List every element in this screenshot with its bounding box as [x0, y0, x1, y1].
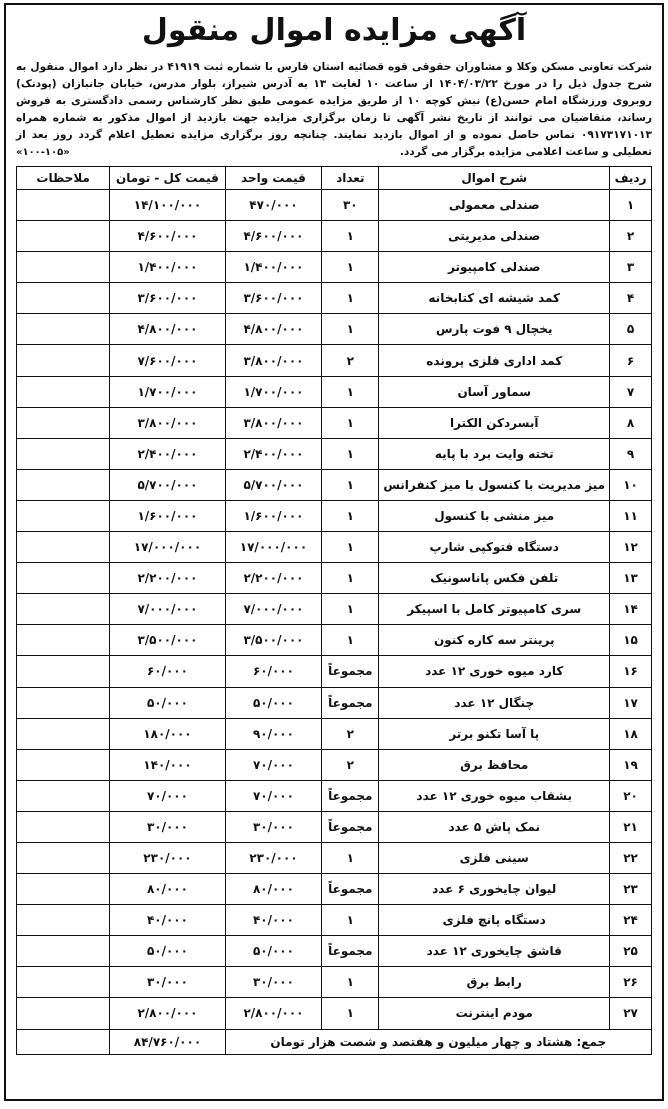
row-description: میز منشی با کنسول — [379, 500, 610, 531]
row-quantity: ۱ — [322, 563, 379, 594]
row-description: سینی فلزی — [379, 842, 610, 873]
row-unit-price: ۳/۸۰۰/۰۰۰ — [225, 407, 322, 438]
row-unit-price: ۲/۴۰۰/۰۰۰ — [225, 438, 322, 469]
row-number: ۱۳ — [610, 563, 652, 594]
row-remarks — [17, 718, 110, 749]
table-row — [17, 190, 652, 221]
row-unit-price: ۲/۸۰۰/۰۰۰ — [225, 998, 322, 1029]
row-remarks — [17, 190, 110, 221]
row-description: چنگال ۱۲ عدد — [379, 687, 610, 718]
row-description: پا آسا تکنو برتر — [379, 718, 610, 749]
row-number: ۹ — [610, 438, 652, 469]
row-total-price: ۶۰/۰۰۰ — [110, 656, 225, 687]
row-total-price: ۱۸۰/۰۰۰ — [110, 718, 225, 749]
row-quantity: ۱ — [322, 500, 379, 531]
row-remarks — [17, 376, 110, 407]
row-total-price: ۱/۶۰۰/۰۰۰ — [110, 500, 225, 531]
table-row — [17, 842, 652, 873]
row-quantity: ۱ — [322, 532, 379, 563]
row-remarks — [17, 687, 110, 718]
row-quantity: ۲ — [322, 718, 379, 749]
row-description: رابط برق — [379, 967, 610, 998]
row-unit-price: ۷۰/۰۰۰ — [225, 780, 322, 811]
row-number: ۲۱ — [610, 811, 652, 842]
row-unit-price: ۸۰/۰۰۰ — [225, 874, 322, 905]
row-total-price: ۸۰/۰۰۰ — [110, 874, 225, 905]
row-unit-price: ۵۰/۰۰۰ — [225, 936, 322, 967]
table-row — [17, 314, 652, 345]
row-remarks — [17, 407, 110, 438]
row-remarks — [17, 469, 110, 500]
row-total-price: ۳۰/۰۰۰ — [110, 811, 225, 842]
row-description: بشقاب میوه خوری ۱۲ عدد — [379, 780, 610, 811]
row-number: ۷ — [610, 376, 652, 407]
row-total-price: ۳/۸۰۰/۰۰۰ — [110, 407, 225, 438]
row-description: تلفن فکس پاناسونیک — [379, 563, 610, 594]
row-description: آبسردکن الکترا — [379, 407, 610, 438]
row-total-price: ۲/۸۰۰/۰۰۰ — [110, 998, 225, 1029]
row-number: ۱۵ — [610, 625, 652, 656]
row-unit-price: ۳/۸۰۰/۰۰۰ — [225, 345, 322, 376]
table-row — [17, 438, 652, 469]
row-remarks — [17, 780, 110, 811]
row-total-price: ۱۴/۱۰۰/۰۰۰ — [110, 190, 225, 221]
row-number: ۳ — [610, 252, 652, 283]
row-number: ۴ — [610, 283, 652, 314]
row-quantity: مجموعاً — [322, 780, 379, 811]
row-remarks — [17, 563, 110, 594]
row-remarks — [17, 625, 110, 656]
row-total-price: ۷۰/۰۰۰ — [110, 780, 225, 811]
row-description: دستگاه پانچ فلزی — [379, 905, 610, 936]
row-number: ۵ — [610, 314, 652, 345]
header-unit-price: قیمت واحد — [225, 167, 322, 190]
row-number: ۲۷ — [610, 998, 652, 1029]
notice-title: آگهی مزایده اموال منقول — [141, 13, 527, 48]
row-description: دستگاه فتوکپی شارپ — [379, 532, 610, 563]
row-total-price: ۴۰/۰۰۰ — [110, 905, 225, 936]
row-remarks — [17, 811, 110, 842]
row-description: مودم اینترنت — [379, 998, 610, 1029]
row-description: سماور آسان — [379, 376, 610, 407]
row-remarks — [17, 252, 110, 283]
row-unit-price: ۱/۷۰۰/۰۰۰ — [225, 376, 322, 407]
row-remarks — [17, 500, 110, 531]
table-row — [17, 469, 652, 500]
header-remarks: ملاحظات — [17, 167, 110, 190]
row-description: سری کامپیوتر کامل با اسپیکر — [379, 594, 610, 625]
table-row — [17, 563, 652, 594]
row-number: ۱۹ — [610, 749, 652, 780]
row-quantity: ۱ — [322, 221, 379, 252]
row-quantity: مجموعاً — [322, 936, 379, 967]
row-quantity: ۲ — [322, 345, 379, 376]
row-number: ۱ — [610, 190, 652, 221]
total-words: جمع: هشتاد و چهار میلیون و هفتصد و شصت هزار تومان — [225, 1029, 651, 1054]
table-row — [17, 936, 652, 967]
row-total-price: ۱۴۰/۰۰۰ — [110, 749, 225, 780]
row-total-price: ۳۰/۰۰۰ — [110, 967, 225, 998]
row-unit-price: ۴/۶۰۰/۰۰۰ — [225, 221, 322, 252]
row-quantity: ۱ — [322, 842, 379, 873]
row-number: ۲۶ — [610, 967, 652, 998]
row-remarks — [17, 749, 110, 780]
row-description: نمک پاش ۵ عدد — [379, 811, 610, 842]
row-description: قاشق چایخوری ۱۲ عدد — [379, 936, 610, 967]
row-remarks — [17, 221, 110, 252]
row-number: ۱۲ — [610, 532, 652, 563]
row-total-price: ۳/۶۰۰/۰۰۰ — [110, 283, 225, 314]
header-description: شرح اموال — [379, 167, 610, 190]
row-quantity: ۱ — [322, 594, 379, 625]
table-row — [17, 967, 652, 998]
row-quantity: ۱ — [322, 625, 379, 656]
table-row — [17, 500, 652, 531]
table-row — [17, 345, 652, 376]
table-row — [17, 625, 652, 656]
row-quantity: مجموعاً — [322, 874, 379, 905]
row-quantity: ۱ — [322, 314, 379, 345]
row-remarks — [17, 594, 110, 625]
table-row — [17, 376, 652, 407]
table-body — [17, 190, 652, 1030]
row-quantity: ۱ — [322, 252, 379, 283]
row-quantity: ۱ — [322, 376, 379, 407]
row-total-price: ۷/۶۰۰/۰۰۰ — [110, 345, 225, 376]
table-row — [17, 221, 652, 252]
table-row — [17, 811, 652, 842]
row-unit-price: ۳۰/۰۰۰ — [225, 811, 322, 842]
row-unit-price: ۱/۶۰۰/۰۰۰ — [225, 500, 322, 531]
row-description: محافظ برق — [379, 749, 610, 780]
row-remarks — [17, 905, 110, 936]
total-row — [17, 1029, 652, 1054]
row-quantity: ۲ — [322, 749, 379, 780]
row-quantity: ۱ — [322, 469, 379, 500]
row-quantity: ۳۰ — [322, 190, 379, 221]
row-unit-price: ۴۰/۰۰۰ — [225, 905, 322, 936]
row-number: ۱۸ — [610, 718, 652, 749]
row-remarks — [17, 967, 110, 998]
row-remarks — [17, 936, 110, 967]
notice-intro — [6, 59, 662, 161]
row-total-price: ۱/۷۰۰/۰۰۰ — [110, 376, 225, 407]
row-number: ۸ — [610, 407, 652, 438]
row-number: ۲۲ — [610, 842, 652, 873]
row-unit-price: ۳۰/۰۰۰ — [225, 967, 322, 998]
row-number: ۱۶ — [610, 656, 652, 687]
table-header-row — [17, 167, 652, 190]
row-total-price: ۱/۴۰۰/۰۰۰ — [110, 252, 225, 283]
table-row — [17, 749, 652, 780]
row-total-price: ۵۰/۰۰۰ — [110, 687, 225, 718]
table-row — [17, 718, 652, 749]
row-remarks — [17, 998, 110, 1029]
row-number: ۲۰ — [610, 780, 652, 811]
table-row — [17, 252, 652, 283]
row-total-price: ۵۰/۰۰۰ — [110, 936, 225, 967]
table-row — [17, 780, 652, 811]
table-row — [17, 998, 652, 1029]
row-description: کمد اداری فلزی پرونده — [379, 345, 610, 376]
row-quantity: ۱ — [322, 998, 379, 1029]
row-remarks — [17, 283, 110, 314]
row-unit-price: ۵/۷۰۰/۰۰۰ — [225, 469, 322, 500]
row-quantity: ۱ — [322, 407, 379, 438]
row-description: یخچال ۹ فوت پارس — [379, 314, 610, 345]
row-quantity: مجموعاً — [322, 656, 379, 687]
row-remarks — [17, 532, 110, 563]
table-row — [17, 656, 652, 687]
row-total-price: ۱۷/۰۰۰/۰۰۰ — [110, 532, 225, 563]
row-total-price: ۵/۷۰۰/۰۰۰ — [110, 469, 225, 500]
row-number: ۶ — [610, 345, 652, 376]
row-quantity: مجموعاً — [322, 687, 379, 718]
row-total-price: ۴/۸۰۰/۰۰۰ — [110, 314, 225, 345]
row-unit-price: ۱۷/۰۰۰/۰۰۰ — [225, 532, 322, 563]
row-number: ۲۳ — [610, 874, 652, 905]
row-unit-price: ۲۳۰/۰۰۰ — [225, 842, 322, 873]
header-total-price: قیمت کل - تومان — [110, 167, 225, 190]
row-description: لیوان چایخوری ۶ عدد — [379, 874, 610, 905]
row-remarks — [17, 438, 110, 469]
row-total-price: ۷/۰۰۰/۰۰۰ — [110, 594, 225, 625]
row-number: ۱۴ — [610, 594, 652, 625]
notice-code: «۱۰۰-۱۰۵» — [16, 147, 70, 158]
row-description: پرینتر سه کاره کنون — [379, 625, 610, 656]
row-remarks — [17, 345, 110, 376]
row-description: صندلی کامپیوتر — [379, 252, 610, 283]
table-row — [17, 532, 652, 563]
row-number: ۱۰ — [610, 469, 652, 500]
row-unit-price: ۷۰/۰۰۰ — [225, 749, 322, 780]
row-description: کمد شیشه ای کتابخانه — [379, 283, 610, 314]
row-quantity: ۱ — [322, 905, 379, 936]
table-row — [17, 283, 652, 314]
row-total-price: ۲/۲۰۰/۰۰۰ — [110, 563, 225, 594]
table-row — [17, 594, 652, 625]
row-unit-price: ۳/۶۰۰/۰۰۰ — [225, 283, 322, 314]
total-value: ۸۴/۷۶۰/۰۰۰ — [110, 1029, 225, 1054]
intro-text: شرکت تعاونی مسکن وکلا و مشاوران حقوقی قوه قضائیه استان فارس با شماره ثبت ۴۱۹۱۹ در نظر دارد اموال منقول به شرح جدول ذیل را در مورخ ۱۴۰۴/۰۳/۲۲ از ساعت ۱۰ لغایت ۱۳ به آدرس شیراز، بلوار مدرس، خیابان جانبازان (پودنک) روبروی ورزشگاه امام حسن(ع) نبش کوچه ۱۰ از طریق مزایده عمومی طبق نظر کارشناس رسمی دادگستری به فروش رساند، متقاضیان می توانند از تاریخ نشر آگهی تا زمان برگزاری مزایده جهت بازدید از اموال مذکور به شماره همراه ۰۹۱۷۳۱۷۱۰۱۳ تماس حاصل نموده و از اموال بازدید نمایند. چنانچه روز برگزاری مزایده تعطیل اعلام گردد روز بعد از تعطیلی و ساعت اعلامی مزایده برگزار می گردد. — [16, 61, 652, 158]
row-quantity: ۱ — [322, 283, 379, 314]
row-description: تخته وایت برد با پایه — [379, 438, 610, 469]
row-unit-price: ۴/۸۰۰/۰۰۰ — [225, 314, 322, 345]
row-unit-price: ۴۷۰/۰۰۰ — [225, 190, 322, 221]
row-number: ۲۴ — [610, 905, 652, 936]
row-description: کارد میوه خوری ۱۲ عدد — [379, 656, 610, 687]
row-unit-price: ۷/۰۰۰/۰۰۰ — [225, 594, 322, 625]
row-unit-price: ۳/۵۰۰/۰۰۰ — [225, 625, 322, 656]
row-description: میز مدیریت با کنسول با میز کنفرانس — [379, 469, 610, 500]
row-unit-price: ۱/۴۰۰/۰۰۰ — [225, 252, 322, 283]
row-quantity: مجموعاً — [322, 811, 379, 842]
row-number: ۲ — [610, 221, 652, 252]
row-remarks — [17, 314, 110, 345]
items-table — [16, 166, 652, 1055]
row-total-price: ۳/۵۰۰/۰۰۰ — [110, 625, 225, 656]
row-quantity: ۱ — [322, 967, 379, 998]
row-total-price: ۲/۴۰۰/۰۰۰ — [110, 438, 225, 469]
row-total-price: ۴/۶۰۰/۰۰۰ — [110, 221, 225, 252]
row-number: ۲۵ — [610, 936, 652, 967]
row-description: صندلی مدیریتی — [379, 221, 610, 252]
total-remarks — [17, 1029, 110, 1054]
table-row — [17, 874, 652, 905]
table-row — [17, 687, 652, 718]
auction-notice — [4, 3, 664, 1101]
header-row-number: ردیف — [610, 167, 652, 190]
row-remarks — [17, 842, 110, 873]
table-row — [17, 905, 652, 936]
table-row — [17, 407, 652, 438]
row-quantity: ۱ — [322, 438, 379, 469]
row-unit-price: ۶۰/۰۰۰ — [225, 656, 322, 687]
row-number: ۱۱ — [610, 500, 652, 531]
row-remarks — [17, 656, 110, 687]
row-number: ۱۷ — [610, 687, 652, 718]
row-description: صندلی معمولی — [379, 190, 610, 221]
row-unit-price: ۵۰/۰۰۰ — [225, 687, 322, 718]
header-quantity: تعداد — [322, 167, 379, 190]
row-unit-price: ۲/۲۰۰/۰۰۰ — [225, 563, 322, 594]
row-unit-price: ۹۰/۰۰۰ — [225, 718, 322, 749]
row-remarks — [17, 874, 110, 905]
row-total-price: ۲۳۰/۰۰۰ — [110, 842, 225, 873]
